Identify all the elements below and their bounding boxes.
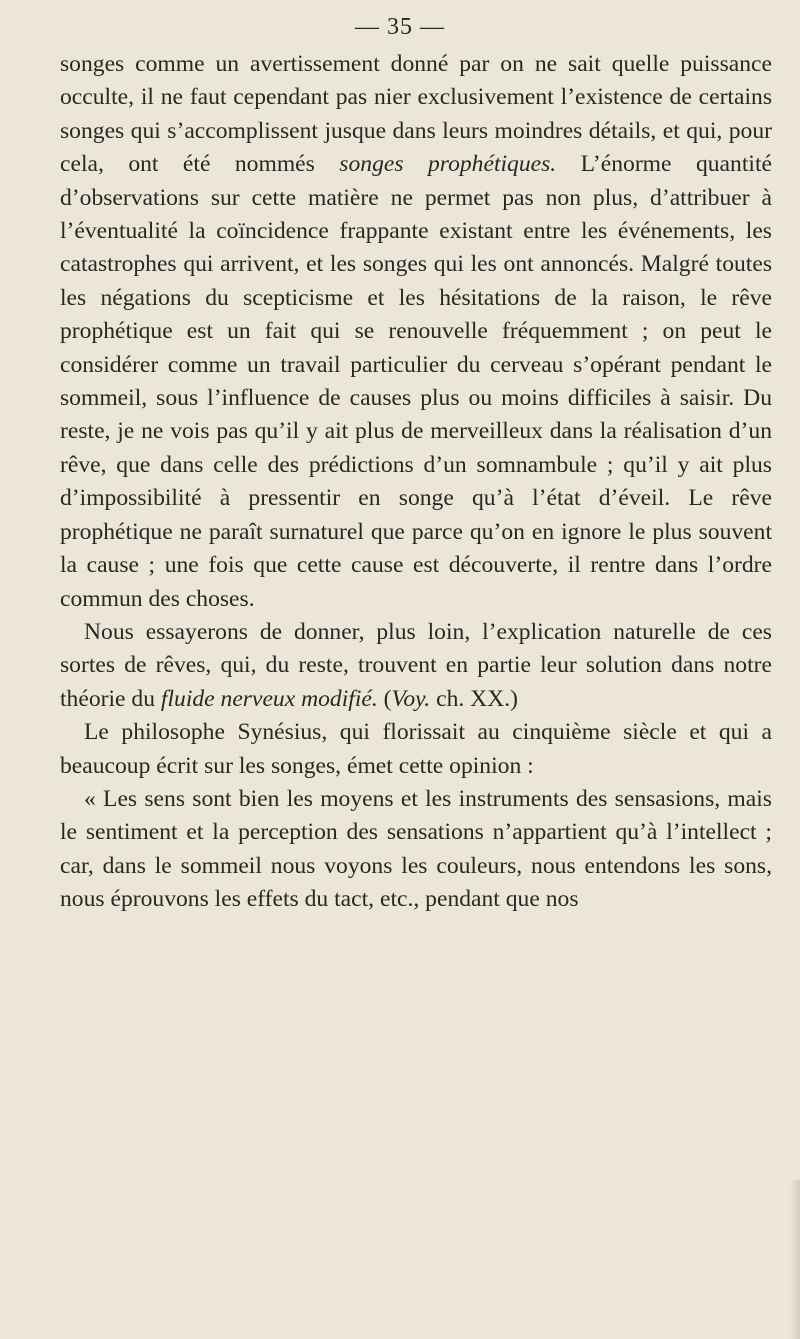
paragraph-2-text-c: ch. XX.) [430, 685, 519, 712]
paragraph-1-text-b: L’énorme quantité d’observations sur cette matière ne permet pas non plus, d’attribuer à l’éventualité la coïncidence frappante existant entre les événements, les catastrophes qui arrivent, et les songes qui les ont annoncés. Malgré toutes les négations du scepticisme et les hésitations de la raison, le rêve prophétique est un fait qui se renouvelle fréquemment ; on peut le considérer comme un travail particulier du cerveau s’opérant pendant le sommeil, sous l’influence de causes plus ou moins difficiles à saisir. Du reste, je ne vois pas qu’il y ait plus de merveilleux dans la réalisation d’un rêve, que dans celle des prédictions d’un somnambule ; qu’il y ait plus d’impossibilité à pressentir en songe qu’à l’état d’éveil. Le rêve prophétique ne paraît surnaturel que parce qu’on en ignore le plus souvent la cause ; une fois que cette cause est découverte, il rentre dans l’ordre commun des choses. [60, 151, 772, 612]
paragraph-2-italic-ref: Voy. [391, 685, 431, 712]
paragraph-2-italic-term: fluide nerveux modifié. [160, 685, 378, 712]
page-body [60, 48, 772, 917]
paragraph-2 [60, 616, 772, 716]
paragraph-1-italic-term: songes prophétiques. [339, 151, 557, 178]
page-number-header: — 35 — [355, 14, 445, 40]
paragraph-1 [60, 48, 772, 616]
paragraph-4-quote [60, 783, 772, 917]
paragraph-3-text: Le philosophe Synésius, qui florissait au cinquième siècle et qui a beaucoup écrit sur les songes, émet cette opinion : [60, 719, 772, 779]
paragraph-3 [60, 716, 772, 783]
paragraph-4-text: « Les sens sont bien les moyens et les instruments des sensasions, mais le sentiment et la perception des sensations n’appartient qu’à l’intellect ; car, dans le sommeil nous voyons les couleurs, nous entendons les sons, nous éprouvons les effets du tact, etc., pendant que nos [60, 785, 772, 913]
paragraph-2-text-b: ( [377, 685, 392, 712]
paragraph-2-text-a: Nous essayerons de donner, plus loin, l’explication naturelle de ces sortes de rêves, qui, du reste, trouvent en partie leur solution dans notre théorie du [60, 618, 772, 712]
paragraph-1-text-a: songes comme un avertissement donné par on ne sait quelle puissance occulte, il ne faut cependant pas nier exclusivement l’existence de certains songes qui s’accomplissent jusque dans leurs moindres détails, et qui, pour cela, ont été nommés [60, 51, 772, 178]
